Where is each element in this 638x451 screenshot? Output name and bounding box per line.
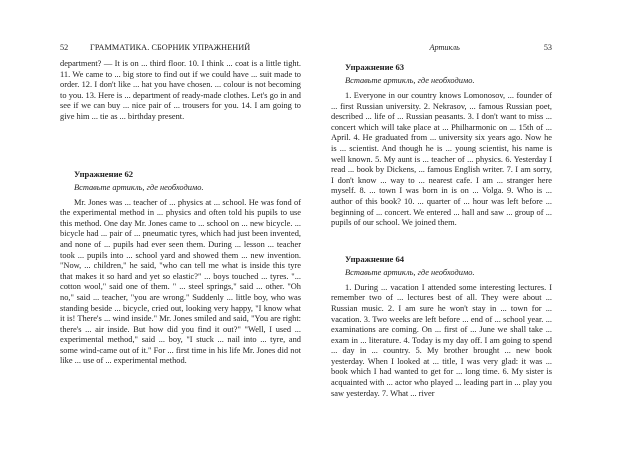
left-running-head xyxy=(60,43,301,57)
exercise-instruction: Вставьте артикль, где необходимо. xyxy=(74,182,204,192)
left-running-title: ГРАММАТИКА. СБОРНИК УПРАЖНЕНИЙ xyxy=(90,43,251,52)
exercise-text: 1. During ... vacation I attended some interesting lectures. I remember two of ... lectures best of all. They were about ... Russian music. 2. I am sure he won't stay in ... town for ... vacation. 3. Two weeks are left before ... end of ... school year. ... examinations are coming. On ... first of ... June we shall take ... exam in ... literature. 4. Today is my day off. I am going to spend ... day in ... country. 5. My brother brought ... new book yesterday. When I looked at ... title, I was very glad: it was ... book which I had wanted to get for ... long time. 6. My sister is acquainted with ... actor who played ... leading part in ... play you saw yesterday. 7. What ... river xyxy=(331,282,552,398)
exercise-63 xyxy=(331,61,552,229)
right-page xyxy=(319,0,638,451)
exercise-title: Упражнение 64 xyxy=(345,253,405,264)
exercise-62-heading xyxy=(60,168,301,194)
right-running-head xyxy=(331,43,552,57)
exercise-text: 1. Everyone in our country knows Lomonosov, ... founder of ... first Russian university. 2. Nekrasov, ... famous Russian poet, described ... life of ... Russian peasants. 3. I don't want to miss ... concert which will take place at ... Philharmonic on ... 15th of ... April. 4. He graduated from ... university six years ago. Now he is ... scientist. And though he is ... young scientist, his name is well known. 5. My aunt is ... teacher of ... physics. 6. Yesterday I read ... book by Dickens, ... famous English writer. 7. I am sorry, I don't know ... way to ... nearest cafe. I am ... stranger here myself. 8. ... town I was born in is on ... Volga. 9. Who is ... author of this book? 10. ... quarter of ... hour was left before ... beginning of ... concert. We entered ... hall and saw ... group of ... pupils of our school. We joined them. xyxy=(331,91,552,228)
exercise-text: Mr. Jones was ... teacher of ... physics at ... school. He was fond of the experimental method in ... physics and often told his pupils to use this method. One day Mr. Jones came to ... school on ... new bicycle. ... bicycle had ... pair of ... pneumatic tyres, which had just been invented, and none of ... pupils had ever seen them. During ... lesson ... teacher took ... pupils into ... school yard and showed them ... new invention. "Now, ... children," he said, "who can tell me what is inside this tyre that makes it so hard and yet so elastic?" ... boys touched ... tyres. "... cotton wool," said one of them. " ... steel springs," said ... other. "Oh no," said ... teacher, "you are wrong." Suddenly ... little boy, who was standing beside ... bicycle, cried out, looking very happy, "I know what it is! There's ... wind inside." Mr. Jones smiled and said, "You are right: there's ... air inside. But how did you find it out?" "Well, I used ... experimental method," said ... boy, "I stuck ... nail into ... tyre, and some wind-came out of it." For ... first time in his life Mr. Jones did not like ... use of ... experimental method. xyxy=(60,197,301,366)
exercise-instruction: Вставьте артикль, где необходимо. xyxy=(345,76,475,85)
exercise-title: Упражнение 63 xyxy=(345,62,405,72)
right-page-number: 53 xyxy=(543,43,552,52)
exercise-instruction: Вставьте артикль, где необходимо. xyxy=(345,267,475,277)
exercise-title: Упражнение 62 xyxy=(74,168,134,179)
left-page-number: 52 xyxy=(60,43,69,52)
right-running-title: Артикль xyxy=(429,43,460,52)
exercise-63-heading xyxy=(331,61,552,87)
exercise-62 xyxy=(60,168,301,368)
exercise-64 xyxy=(331,253,552,400)
exercise-64-heading xyxy=(331,253,552,279)
continuation-paragraph: department? — It is on ... third floor. 10. I think ... coat is a little tight. 11. We came to ... big store to find out if we could have ... suit made to order. 12. I don't like ... hat you have chosen. ... colour is not becoming to you. 13. Here is ... department of ready-made clothes. Let's go in and see if we can buy ... nice pair of ... trousers for you. 14. I am going to give him ... tie as ... birthday present. xyxy=(60,59,301,121)
